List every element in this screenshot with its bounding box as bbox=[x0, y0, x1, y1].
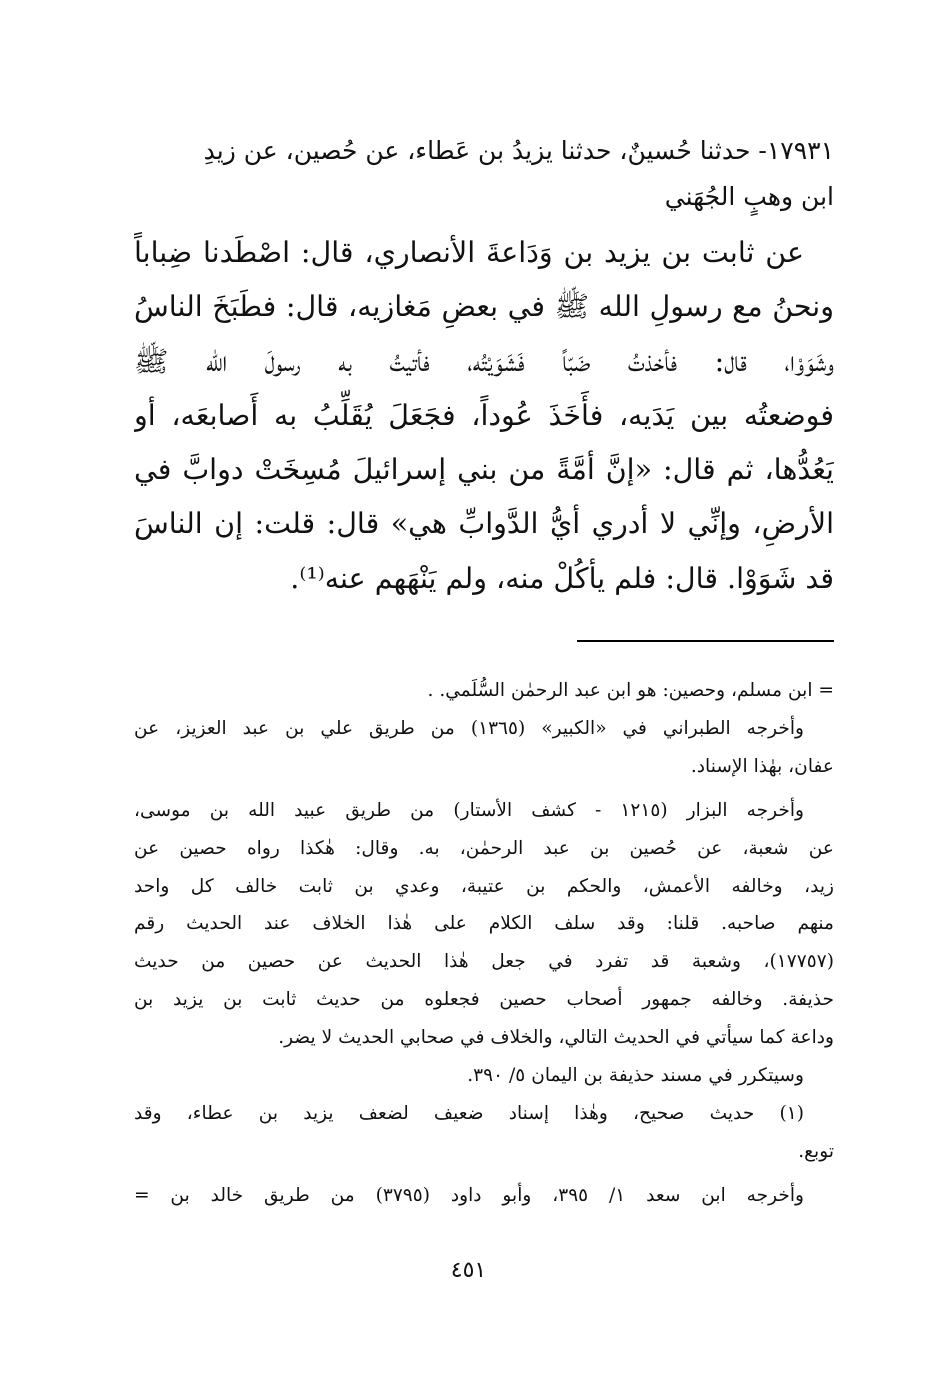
footnote-line: عفان، بهٰذا الإسناد. bbox=[690, 755, 834, 777]
matn-line: الأرضِ، وإنِّي لا أدري أيُّ الدَّوابِّ هي» قال: قلت: إن الناسَ bbox=[134, 507, 834, 541]
footnote-line: وسيتكرر في مسند حذيفة بن اليمان ٥/ ٣٩٠. bbox=[467, 1065, 804, 1087]
footnote-line: منهم صاحبه. قلنا: وقد سلف الكلام على هٰذا الخلاف عند الحديث رقم bbox=[134, 913, 834, 935]
footnote-line: = ابن مسلم، وحصين: هو ابن عبد الرحمٰن السُّلَمي. . bbox=[427, 680, 834, 701]
hadith-isnad bbox=[134, 128, 834, 220]
footnote-line: (١) حديث صحيح، وهٰذا إسناد ضعيف لضعف يزيد بن عطاء، وقد bbox=[134, 1102, 804, 1124]
footnote-line: حذيفة. وخالفه جمهور أصحاب حصين فجعلوه من حديث ثابت بن يزيد بن bbox=[134, 989, 834, 1011]
footnote-line: زيد، وخالفه الأعمش، والحكم بن عتيبة، وعدي بن ثابت خالف كل واحد bbox=[134, 875, 834, 897]
footnote-line: وأخرجه ابن سعد ١/ ٣٩٥، وأبو داود (٣٧٩٥) من طريق خالد بن = bbox=[134, 1184, 804, 1206]
footnote-line: عن شعبة، عن حُصين بن عبد الرحمٰن، به. وقال: هٰكذا رواه حصين عن bbox=[134, 837, 834, 859]
matn-line: قد شَوَوْا. قال: فلم يأكُلْ منه، ولم يَنْهَهم عنه⁽¹⁾. bbox=[290, 561, 834, 595]
footnote-line: توبع. bbox=[798, 1140, 834, 1162]
matn-line: عن ثابت بن يزيد بن وَدَاعةَ الأنصاري، قال: اصْطَدنا ضِباباً bbox=[134, 236, 804, 269]
matn-line: ونحنُ مع رسولِ الله ﷺ في بعضِ مَغازيه، قال: فطَبَخَ الناسُ bbox=[134, 290, 834, 324]
isnad-line: ١٧٩٣١- حدثنا حُسينٌ، حدثنا يزيدُ بن عَطاء، عن حُصين، عن زيدِ bbox=[203, 136, 834, 165]
matn-line: وشَوَوْا، قال: فأخذتُ ضَبّاً فَشَوَيْتُه، فأتيتُ به رسولَ الله ﷺ bbox=[134, 344, 834, 378]
footnote-line: (١٧٧٥٧)، وشعبة قد تفرد في جعل هٰذا الحديث عن حصين من حديث bbox=[134, 951, 834, 973]
footnote-line: وأخرجه البزار (١٢١٥ - كشف الأستار) من طريق عبيد الله بن موسى، bbox=[134, 799, 804, 821]
footnote-separator bbox=[577, 640, 834, 642]
matn-line: فوضعتُه بين يَدَيه، فأَخَذَ عُوداً، فجَعَلَ يُقَلِّبُ به أَصابعَه، أو bbox=[134, 398, 834, 432]
footnote-line: وأخرجه الطبراني في «الكبير» (١٣٦٥) من طريق علي بن عبد العزيز، عن bbox=[134, 717, 804, 739]
page-number: ٤٥١ bbox=[450, 1258, 487, 1283]
footnotes bbox=[134, 672, 834, 1215]
isnad-line: ابن وهبٍ الجُهَني bbox=[664, 182, 834, 211]
footnote-line: وداعة كما سيأتي في الحديث التالي، والخلاف في صحابي الحديث لا يضر. bbox=[278, 1027, 834, 1049]
matn-line: يَعُدُّها، ثم قال: «إنَّ أمَّةً من بني إسرائيلَ مُسِخَتْ دوابَّ في bbox=[134, 453, 834, 487]
hadith-matn bbox=[134, 226, 834, 606]
